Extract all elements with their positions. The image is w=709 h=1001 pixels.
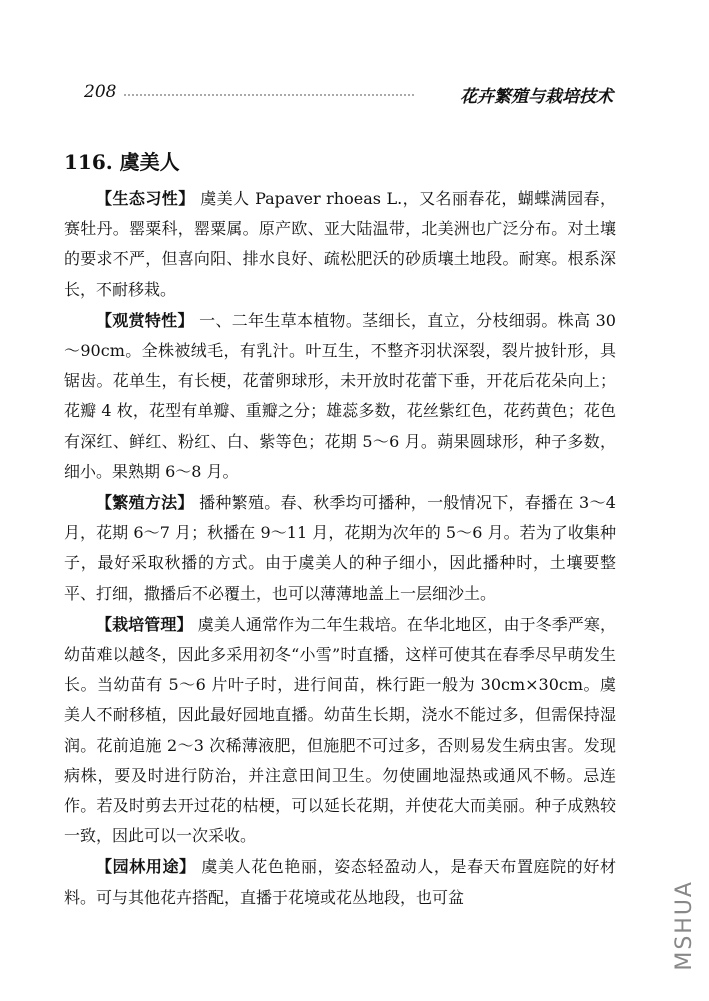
paragraph-label: 【观赏特性】 bbox=[96, 310, 194, 330]
paragraph-label: 【栽培管理】 bbox=[96, 614, 193, 634]
paragraph-text: 虞美人花色艳丽，姿态轻盈动人，是春天布置庭院的好材料。可与其他花卉搭配，直播于花境或花丛地段，也可盆 bbox=[64, 857, 616, 907]
paragraph-landscape-use bbox=[64, 852, 616, 912]
watermark: MSHUA bbox=[672, 880, 697, 971]
paragraph-label: 【繁殖方法】 bbox=[96, 493, 194, 513]
paragraph-propagation bbox=[64, 488, 616, 609]
paragraph-label: 【生态习性】 bbox=[96, 189, 195, 208]
paragraph-ecology bbox=[64, 184, 616, 305]
paragraph-text: 播种繁殖。春、秋季均可播种，一般情况下，春播在 3～4 月，花期 6～7 月；秋播在 9～11 月，花期为次年的 5～6 月。若为了收集种子，最好采取秋播的方式。由于虞美人的种子细小，因此播种时，土壤要整平、打细，撒播后不必覆土，也可以薄薄地盖上一层细沙土。 bbox=[64, 493, 616, 603]
paragraph-cultivation bbox=[64, 610, 616, 852]
paragraph-label: 【园林用途】 bbox=[96, 857, 196, 877]
paragraph-text: 一、二年生草本植物。茎细长，直立，分枝细弱。株高 30～90cm。全株被绒毛，有乳汁。叶互生，不整齐羽状深裂，裂片披针形，具锯齿。花单生，有长梗，花蕾卵球形，未开放时花蕾下垂，开花后花朵向上；花瓣 4 枚，花型有单瓣、重瓣之分；雄蕊多数，花丝紫红色，花药黄色；花色有深红、鲜红、粉红、白、紫等色；花期 5～6 月。蒴果圆球形，种子多数，细小。果熟期 6～8 月。 bbox=[64, 310, 616, 481]
page-header bbox=[84, 82, 613, 106]
section-title: 116. 虞美人 bbox=[64, 150, 180, 174]
header-rule bbox=[124, 94, 414, 98]
paragraph-text: 虞美人通常作为二年生栽培。在华北地区，由于冬季严寒，幼苗难以越冬，因此多采用初冬“小雪”时直播，这样可使其在春季尽早萌发生长。当幼苗有 5～6 片叶子时，进行间苗，株行距一般为 30cm×30cm。虞美人不耐移植，因此最好园地直播。幼苗生长期，浇水不能过多，但需保持湿润。花前追施 2～3 次稀薄液肥，但施肥不可过多，否则易发生病虫害。发现病株，要及时进行防治，并注意田间卫生。勿使圃地湿热或通风不畅。忌连作。若及时剪去开过花的枯梗，可以延长花期，并使花大而美丽。种子成熟较一致，因此可以一次采收。 bbox=[64, 614, 616, 846]
paragraph-ornamental bbox=[64, 306, 616, 487]
running-title: 花卉繁殖与栽培技术 bbox=[460, 87, 613, 107]
page-number: 208 bbox=[84, 82, 117, 102]
body-text bbox=[64, 184, 616, 914]
paragraph-text: 虞美人 Papaver rhoeas L.，又名丽春花，蝴蝶满园春，赛牡丹。罂粟科，罂粟属。原产欧、亚大陆温带，北美洲也广泛分布。对土壤的要求不严，但喜向阳、排水良好、疏松肥沃的砂质壤土地段。耐寒。根系深长，不耐移栽。 bbox=[64, 189, 616, 299]
